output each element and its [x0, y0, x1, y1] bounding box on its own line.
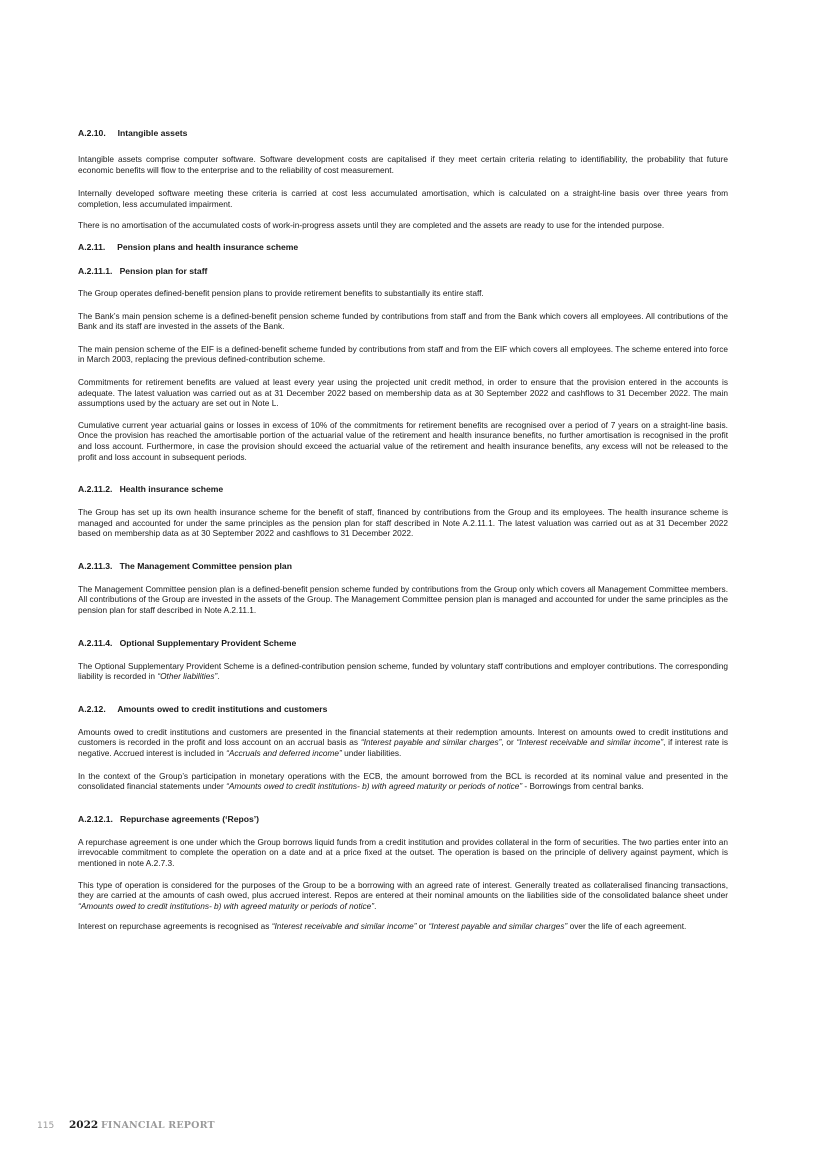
- quoted-term: “Interest receivable and similar income”: [516, 737, 664, 748]
- section-heading: A.2.11.2. Health insurance scheme: [78, 484, 224, 495]
- section-heading: A.2.11.3. The Management Committee pension plan: [78, 560, 292, 571]
- text-run: .: [374, 900, 377, 911]
- report-year: 2022: [68, 1119, 99, 1131]
- text-run: The Optional Supplementary Provident Scheme is a defined-contribution pension scheme, funded by voluntary staff contributions and employer contributions. The corresponding liability is recorded in: [78, 660, 728, 682]
- text-run: This type of operation is considered for the purposes of the Group to be a borrowing with an agreed rate of interest. Generally treated as collateralised financing transactions, they are carried at the amounts of cash owed, plus accrued interest. Repos are entered at their nominal amounts on the liabilities side of the consolidated balance sheet under: [78, 879, 728, 901]
- section-heading: A.2.10. Intangible assets: [78, 128, 188, 138]
- quoted-term: “Amounts owed to credit institutions- b) with agreed maturity or periods of notice”: [78, 900, 375, 911]
- page-footer: [37, 1119, 215, 1131]
- paragraph: [78, 661, 728, 682]
- paragraph: [78, 311, 728, 332]
- report-title: FINANCIAL REPORT: [100, 1120, 215, 1131]
- paragraph: [78, 880, 728, 912]
- paragraph: [78, 584, 728, 616]
- quoted-term: “Interest payable and similar charges”: [428, 921, 568, 932]
- text-run: over the life of each agreement.: [567, 921, 687, 932]
- text-run: In the context of the Group’s participation in monetary operations with the ECB, the amount borrowed from the BCL is recorded at its nominal value and presented in the consolidated financial statements under: [78, 770, 728, 792]
- paragraph: [78, 420, 728, 462]
- text-run: Intangible assets comprise computer software. Software development costs are capitalised if they meet certain criteria relating to identifiability, the probability that future economic benefits will flow to the enterprise and to the reliability of cost measurement.: [78, 154, 728, 175]
- paragraph: [78, 771, 728, 792]
- quoted-term: “Interest payable and similar charges”: [360, 737, 502, 748]
- paragraph: [78, 288, 728, 299]
- section-heading: A.2.12.1. Repurchase agreements (‘Repos’): [78, 813, 260, 824]
- page-number: 115: [37, 1121, 55, 1131]
- quoted-term: “Amounts owed to credit institutions- b) with agreed maturity or periods of notice”: [226, 781, 523, 792]
- text-run: or: [416, 921, 429, 932]
- quoted-term: “Other liabilities”: [157, 671, 218, 682]
- text-run: under liabilities.: [341, 748, 402, 759]
- text-run: The Group operates defined-benefit pension plans to provide retirement benefits to substantially its entire staff.: [78, 287, 484, 298]
- document-body: [78, 118, 728, 932]
- text-run: Commitments for retirement benefits are valued at least every year using the projected unit credit method, in order to ensure that the provision entered in the accounts is adequate. The latest valuation was carried out as at 31 December 2022 based on membership data as at 30 September 2022 and cashflows to 31 December 2022. The main assumptions used by the actuary are set out in Note L.: [78, 376, 728, 409]
- text-run: There is no amortisation of the accumulated costs of work-in-progress assets until they are completed and the assets are ready to use for the intended purpose.: [78, 220, 665, 231]
- paragraph: [78, 220, 728, 231]
- quoted-term: “Interest receivable and similar income”: [271, 921, 417, 932]
- text-run: The Management Committee pension plan is a defined-benefit pension scheme funded by contributions from the Group only which covers all Management Committee members. All contributions of the Group are invested in the assets of the Group. The Management Committee pension plan is managed and accounted for under the same principles as the pension plan for staff described in Note A.2.11.1.: [78, 583, 728, 616]
- section-heading: A.2.11. Pension plans and health insurance scheme: [78, 241, 299, 252]
- paragraph: [78, 154, 728, 175]
- text-run: A repurchase agreement is one under which the Group borrows liquid funds from a credit institution and provides collateral in the form of securities. The two parties enter into an irrevocable commitment to complete the operation on a date and at a price fixed at the outset. The operation is based on the principle of delivery against payment, which is mentioned in note A.2.7.3.: [78, 836, 728, 868]
- text-run: , if interest rate is negative. Accrued interest is included in: [78, 737, 729, 759]
- section-heading: A.2.11.4. Optional Supplementary Provident Scheme: [78, 637, 297, 648]
- text-run: Interest on repurchase agreements is recognised as: [78, 921, 272, 932]
- paragraph: [78, 507, 728, 539]
- quoted-term: “Accruals and deferred income”: [226, 748, 342, 759]
- text-run: The Bank’s main pension scheme is a defined-benefit pension scheme funded by contributions from staff and from the Bank which covers all employees. All contributions of the Bank and its staff are invested in the assets of the Bank.: [78, 310, 728, 332]
- text-run: , or: [501, 737, 517, 748]
- paragraph: [78, 188, 728, 209]
- paragraph: [78, 921, 728, 932]
- section-heading: A.2.12. Amounts owed to credit institutions and customers: [78, 703, 328, 714]
- text-run: The Group has set up its own health insurance scheme for the benefit of staff, financed by contributions from the Group and its employees. The health insurance scheme is managed and accounted for under the same principles as the pension plan for staff described in Note A.2.11.1. The latest valuation was carried out as at 31 December 2022 based on membership data as at 30 September 2022 and cashflows to 31 December 2022.: [78, 507, 728, 539]
- text-run: - Borrowings from central banks.: [522, 781, 644, 792]
- paragraph: [78, 727, 728, 759]
- text-run: Amounts owed to credit institutions and customers are presented in the financial statements at their redemption amounts. Interest on amounts owed to credit institutions and customers is recorded in the profit and loss account on an accrual basis as: [78, 726, 728, 748]
- paragraph: [78, 837, 728, 869]
- text-run: .: [217, 671, 220, 682]
- text-run: The main pension scheme of the EIF is a defined-benefit scheme funded by contributions from staff and from the EIF which covers all employees. The scheme entered into force in March 2003, replacing the previous defined-contribution scheme.: [78, 343, 728, 365]
- text-run: Internally developed software meeting these criteria is carried at cost less accumulated amortisation, which is calculated on a straight-line basis over three years from completion, less accumulated impairment.: [78, 188, 728, 209]
- text-run: Cumulative current year actuarial gains or losses in excess of 10% of the commitments for retirement benefits are recognised over a period of 7 years on a straight-line basis. Once the provision has reached the amortisable portion of the actuarial value of the retirement and health insurance benefits, no further amortisation is recognised in the profit and loss account. Furthermore, in case the provision should exceed the actuarial value of the retirement and health insurance benefits, any excess will not be released to the profit and loss account in subsequent periods.: [78, 419, 728, 462]
- section-heading: A.2.11.1. Pension plan for staff: [78, 265, 208, 276]
- paragraph: [78, 377, 728, 409]
- paragraph: [78, 344, 728, 365]
